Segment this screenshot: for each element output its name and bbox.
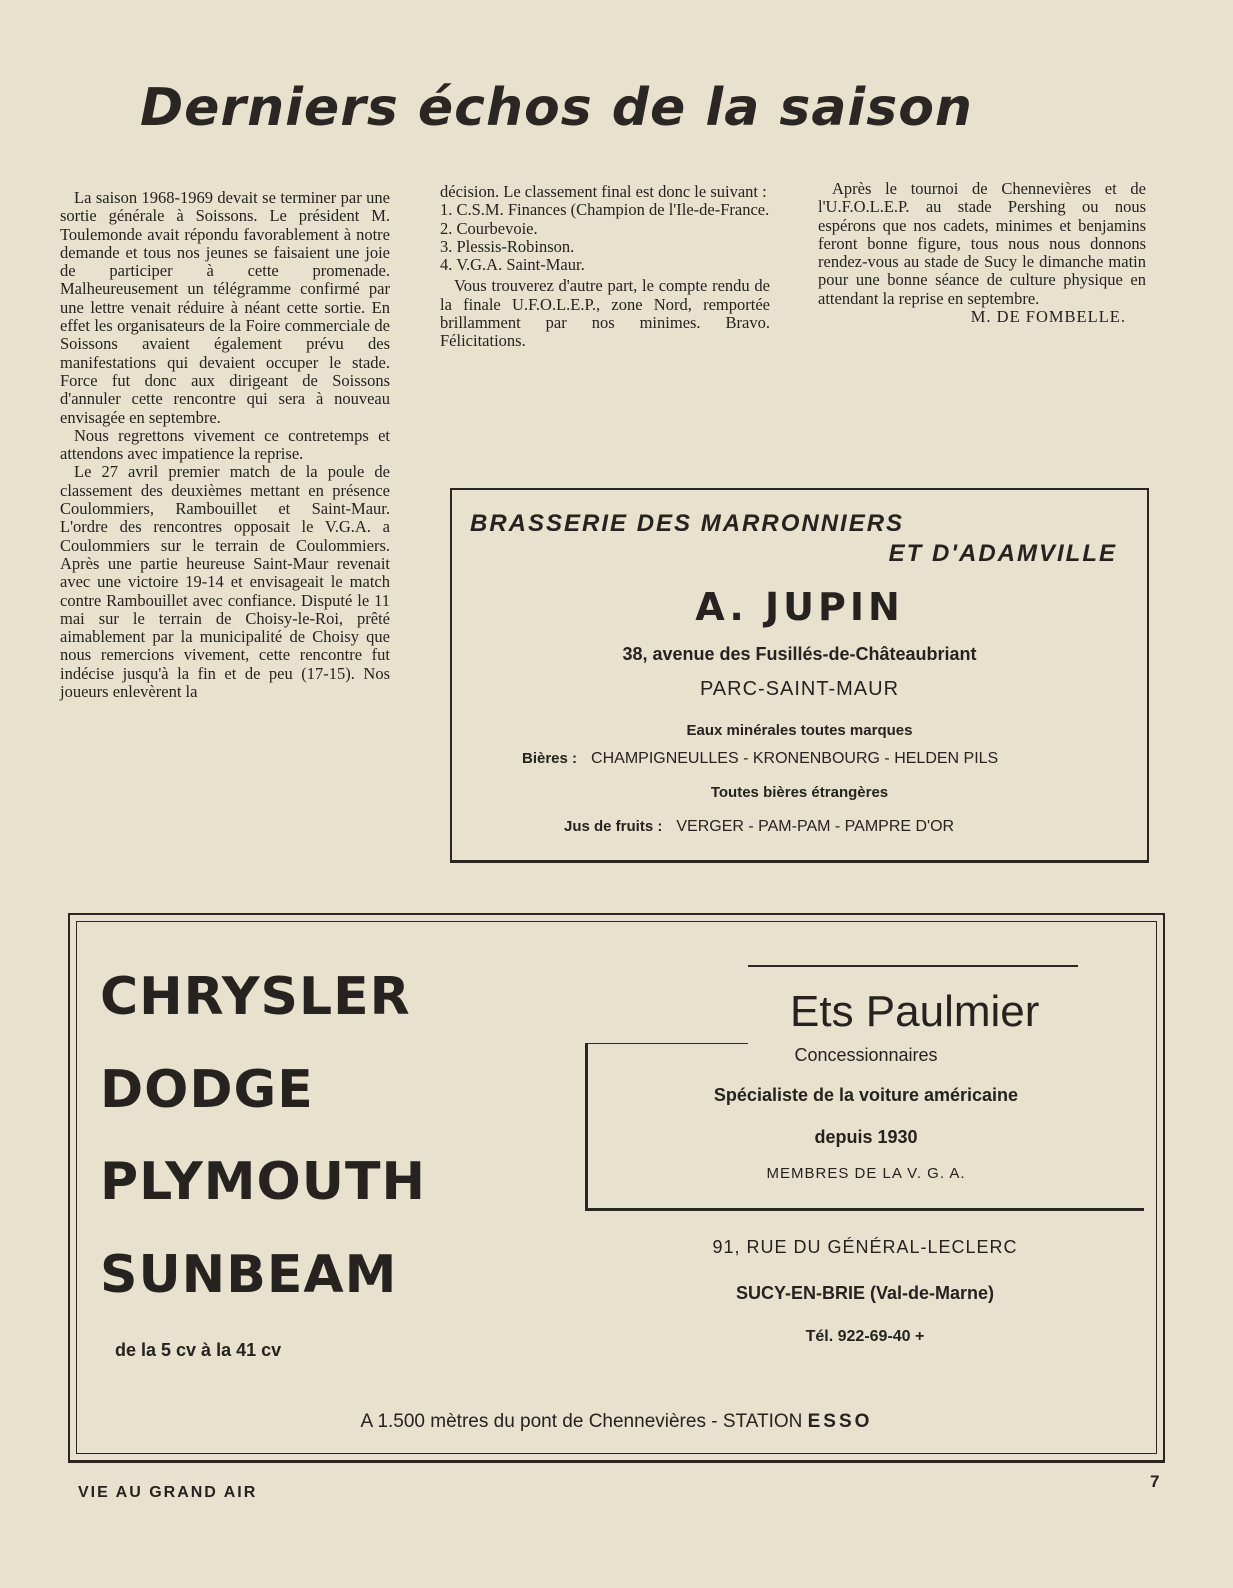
paragraph: Vous trouverez d'autre part, le compte rendu de la finale U.F.O.L.E.P., zone Nord, remportée brillamment par nos minimes. Bravo. Félicitations. [440,276,770,351]
ad-town: SUCY-EN-BRIE (Val-de-Marne) [735,1283,995,1303]
author-signature: M. DE FOMBELLE. [970,307,1126,327]
divider [588,1043,748,1044]
ad-members: MEMBRES DE LA V. G. A. [766,1165,966,1182]
ad-specialty: Spécialiste de la voiture américaine [713,1085,1019,1105]
ad-etrangeres-line: Toutes bières étrangères [710,784,889,801]
brasserie-advertisement [450,488,1149,863]
article-column-3 [818,180,1146,326]
ad-phone: Tél. 922-69-40 + [805,1328,925,1345]
paragraph: décision. Le classement final est donc le suivant : [440,182,767,201]
article-column-2 [440,183,770,351]
ad-bieres-line [522,750,998,768]
list-item: 1. C.S.M. Finances (Champion de l'Ile-de-France. [440,200,770,220]
ad-bieres-list: CHAMPIGNEULLES - KRONENBOURG - HELDEN PILS [591,750,999,767]
ranking-list [440,201,770,274]
paulmier-advertisement [68,913,1165,1463]
ad-jus-list: VERGER - PAM-PAM - PAMPRE D'OR [676,818,955,835]
magazine-name: VIE AU GRAND AIR [78,1484,258,1501]
ad-footer-line [70,1411,1163,1433]
ad-role: Concessionnaires [794,1045,938,1065]
ad-footer-esso: ESSO [807,1411,873,1432]
ad-jus-line [564,818,954,836]
ad-brasserie-subtitle: ET D'ADAMVILLE [888,540,1117,567]
ad-footer-text: A 1.500 mètres du pont de Chennevières - STATION [360,1411,803,1432]
divider [748,965,1078,967]
brand-plymouth: PLYMOUTH [100,1152,426,1212]
page-title: Derniers échos de la saison [140,78,973,138]
ad-bieres-label: Bières : [522,750,578,767]
article-column-1 [60,189,390,701]
list-item: 2. Courbevoie. [440,218,538,238]
ad-brasserie-title: BRASSERIE DES MARRONNIERS [470,510,905,537]
ad-address: 38, avenue des Fusillés-de-Châteaubriant [622,644,977,664]
brand-chrysler: CHRYSLER [100,967,411,1027]
list-item: 3. Plessis-Robinson. [440,236,575,256]
paragraph: La saison 1968-1969 devait se terminer par une sortie générale à Soissons. Le président M. Toulemonde avait répondu favorablement à notre demande et tous nos jeunes se faisaient une joie de participer à cette promenade. Malheureusement un télégramme confirmé par une lettre venait réduire à néant cette sortie. En effet les organisateurs de la Foire commerciale de Soissons avaient également prévu des manifestations qui devaient occuper le stade. Force fut donc aux dirigeant de Soissons d'annuler cette rencontre qui sera à nouveau envisagée en septembre. [60,188,390,427]
ad-power-range: de la 5 cv à la 41 cv [115,1340,282,1360]
list-item: 4. V.G.A. Saint-Maur. [440,255,585,275]
ad-owner-name: A. JUPIN [695,585,904,629]
page-number: 7 [1150,1472,1160,1491]
paragraph: Nous regrettons vivement ce contretemps et attendons avec impatience la reprise. [60,425,390,464]
ad-company-box [585,1043,1144,1211]
ad-eaux-line: Eaux minérales toutes marques [686,722,913,739]
ad-company-name: Ets Paulmier [790,987,1040,1036]
ad-jus-label: Jus de fruits : [564,818,663,835]
ad-street: 91, RUE DU GÉNÉRAL-LECLERC [712,1237,1018,1257]
paragraph: Le 27 avril premier match de la poule de classement des deuxièmes mettant en présence Coulommiers, Rambouillet et Saint-Maur. L'ordre des rencontres opposait le V.G.A. a Coulommiers sur le terrain de Coulommiers. Après une partie heureuse Saint-Maur revenait avec une victoire 19-14 et envisageait le match contre Rambouillet avec confiance. Disputé le 11 mai sur le terrain de Choisy-le-Roi, prêté aimablement par la municipalité de Choisy que nous remercions vivement, cette rencontre fut indécise jusqu'à la fin et de peu (17-15). Nos joueurs enlevèrent la [60,462,390,702]
ad-since: depuis 1930 [814,1127,918,1147]
brand-dodge: DODGE [100,1060,314,1120]
ad-city: PARC-SAINT-MAUR [699,678,900,700]
brand-sunbeam: SUNBEAM [100,1245,398,1305]
paragraph: Après le tournoi de Chennevières et de l'U.F.O.L.E.P. au stade Pershing ou nous espérons que nos cadets, minimes et benjamins feront bonne figure, tous nous nous donnons rendez-vous au stade de Sucy le dimanche matin pour une bonne séance de culture physique en attendant la reprise en septembre. [818,179,1146,308]
